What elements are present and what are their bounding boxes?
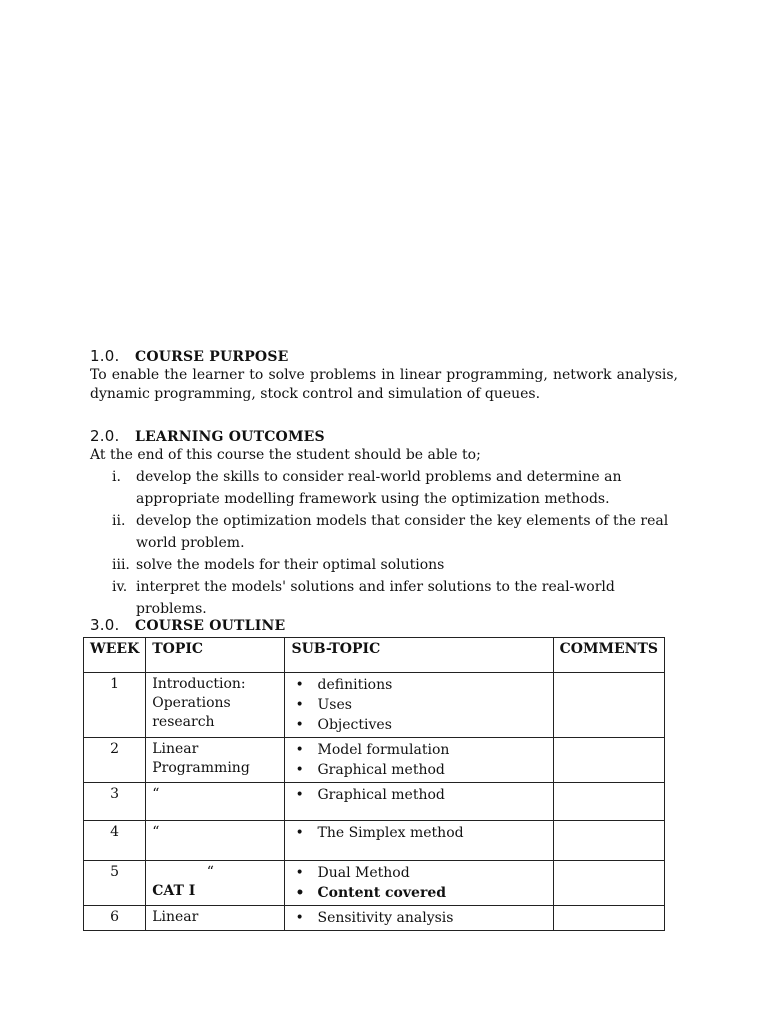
comments-cell xyxy=(553,821,664,861)
course-outline-table xyxy=(83,637,665,931)
section-number: 3.0. xyxy=(90,616,120,634)
table-row xyxy=(84,861,665,906)
comments-cell xyxy=(553,738,664,783)
comments-cell xyxy=(553,861,664,906)
topic-cell: Linear Programming xyxy=(146,738,285,783)
list-item: • Model formulation xyxy=(291,740,546,760)
cat-label: CAT I xyxy=(152,883,196,899)
list-item: • Graphical method xyxy=(291,785,546,805)
week-cell: 1 xyxy=(84,673,146,738)
header-subtopic: SUB-TOPIC xyxy=(285,638,553,673)
week-cell: 5 xyxy=(84,861,146,906)
list-item-text: develop the skills to consider real-world problems and determine an appropriate modelling framework using the optimization methods. xyxy=(136,469,622,507)
list-marker: i. xyxy=(112,469,121,485)
topic-cell: Linear xyxy=(146,906,285,931)
table-row xyxy=(84,906,665,931)
subtopic-cell xyxy=(285,861,553,906)
table-row xyxy=(84,673,665,738)
table-row xyxy=(84,783,665,821)
week-cell: 2 xyxy=(84,738,146,783)
list-marker: iii. xyxy=(112,557,130,573)
list-item: • Objectives xyxy=(291,715,546,735)
section-title: COURSE OUTLINE xyxy=(135,618,286,634)
topic-cell: Introduction: Operations research xyxy=(146,673,285,738)
subtopic-cell xyxy=(285,673,553,738)
purpose-paragraph: To enable the learner to solve problems in linear programming, network analysis, dynamic programming, stock control and simulation of queues. xyxy=(90,367,678,402)
topic-cell: “ xyxy=(146,821,285,861)
week-cell: 6 xyxy=(84,906,146,931)
subtopic-cell xyxy=(285,783,553,821)
list-marker: iv. xyxy=(112,579,128,595)
header-week: WEEK xyxy=(84,638,146,673)
list-item xyxy=(90,466,680,510)
comments-cell xyxy=(553,673,664,738)
header-topic: TOPIC xyxy=(146,638,285,673)
week-cell: 3 xyxy=(84,783,146,821)
list-item xyxy=(90,510,680,554)
table-row xyxy=(84,738,665,783)
topic-cell: “ xyxy=(146,783,285,821)
subtopic-cell xyxy=(285,821,553,861)
section-title: LEARNING OUTCOMES xyxy=(135,429,325,445)
list-item xyxy=(90,554,680,576)
header-comments: COMMENTS xyxy=(553,638,664,673)
list-item: • Dual Method xyxy=(291,863,546,883)
section-heading-outcomes xyxy=(90,427,325,445)
subtopic-cell xyxy=(285,738,553,783)
list-item-text: interpret the models' solutions and infer solutions to the real-world problems. xyxy=(136,579,615,617)
list-item: • Uses xyxy=(291,695,546,715)
list-item-text: solve the models for their optimal solutions xyxy=(136,557,445,573)
list-item: • definitions xyxy=(291,675,546,695)
list-item: • The Simplex method xyxy=(291,823,546,843)
list-item xyxy=(90,576,680,620)
section-heading-purpose xyxy=(90,347,289,365)
section-heading-outline xyxy=(90,616,285,634)
list-item-text: develop the optimization models that consider the key elements of the real world problem. xyxy=(136,513,669,551)
ditto-mark: “ xyxy=(206,864,214,880)
list-item: • Content covered xyxy=(291,883,546,903)
comments-cell xyxy=(553,906,664,931)
list-marker: ii. xyxy=(112,513,126,529)
list-item: • Sensitivity analysis xyxy=(291,908,546,928)
topic-cell xyxy=(146,861,285,906)
section-title: COURSE PURPOSE xyxy=(135,349,289,365)
outcomes-list xyxy=(90,466,680,620)
section-number: 1.0. xyxy=(90,347,120,365)
section-number: 2.0. xyxy=(90,427,120,445)
outcomes-intro: At the end of this course the student should be able to; xyxy=(90,447,481,463)
list-item: • Graphical method xyxy=(291,760,546,780)
comments-cell xyxy=(553,783,664,821)
table-header-row xyxy=(84,638,665,673)
subtopic-cell xyxy=(285,906,553,931)
week-cell: 4 xyxy=(84,821,146,861)
table-row xyxy=(84,821,665,861)
